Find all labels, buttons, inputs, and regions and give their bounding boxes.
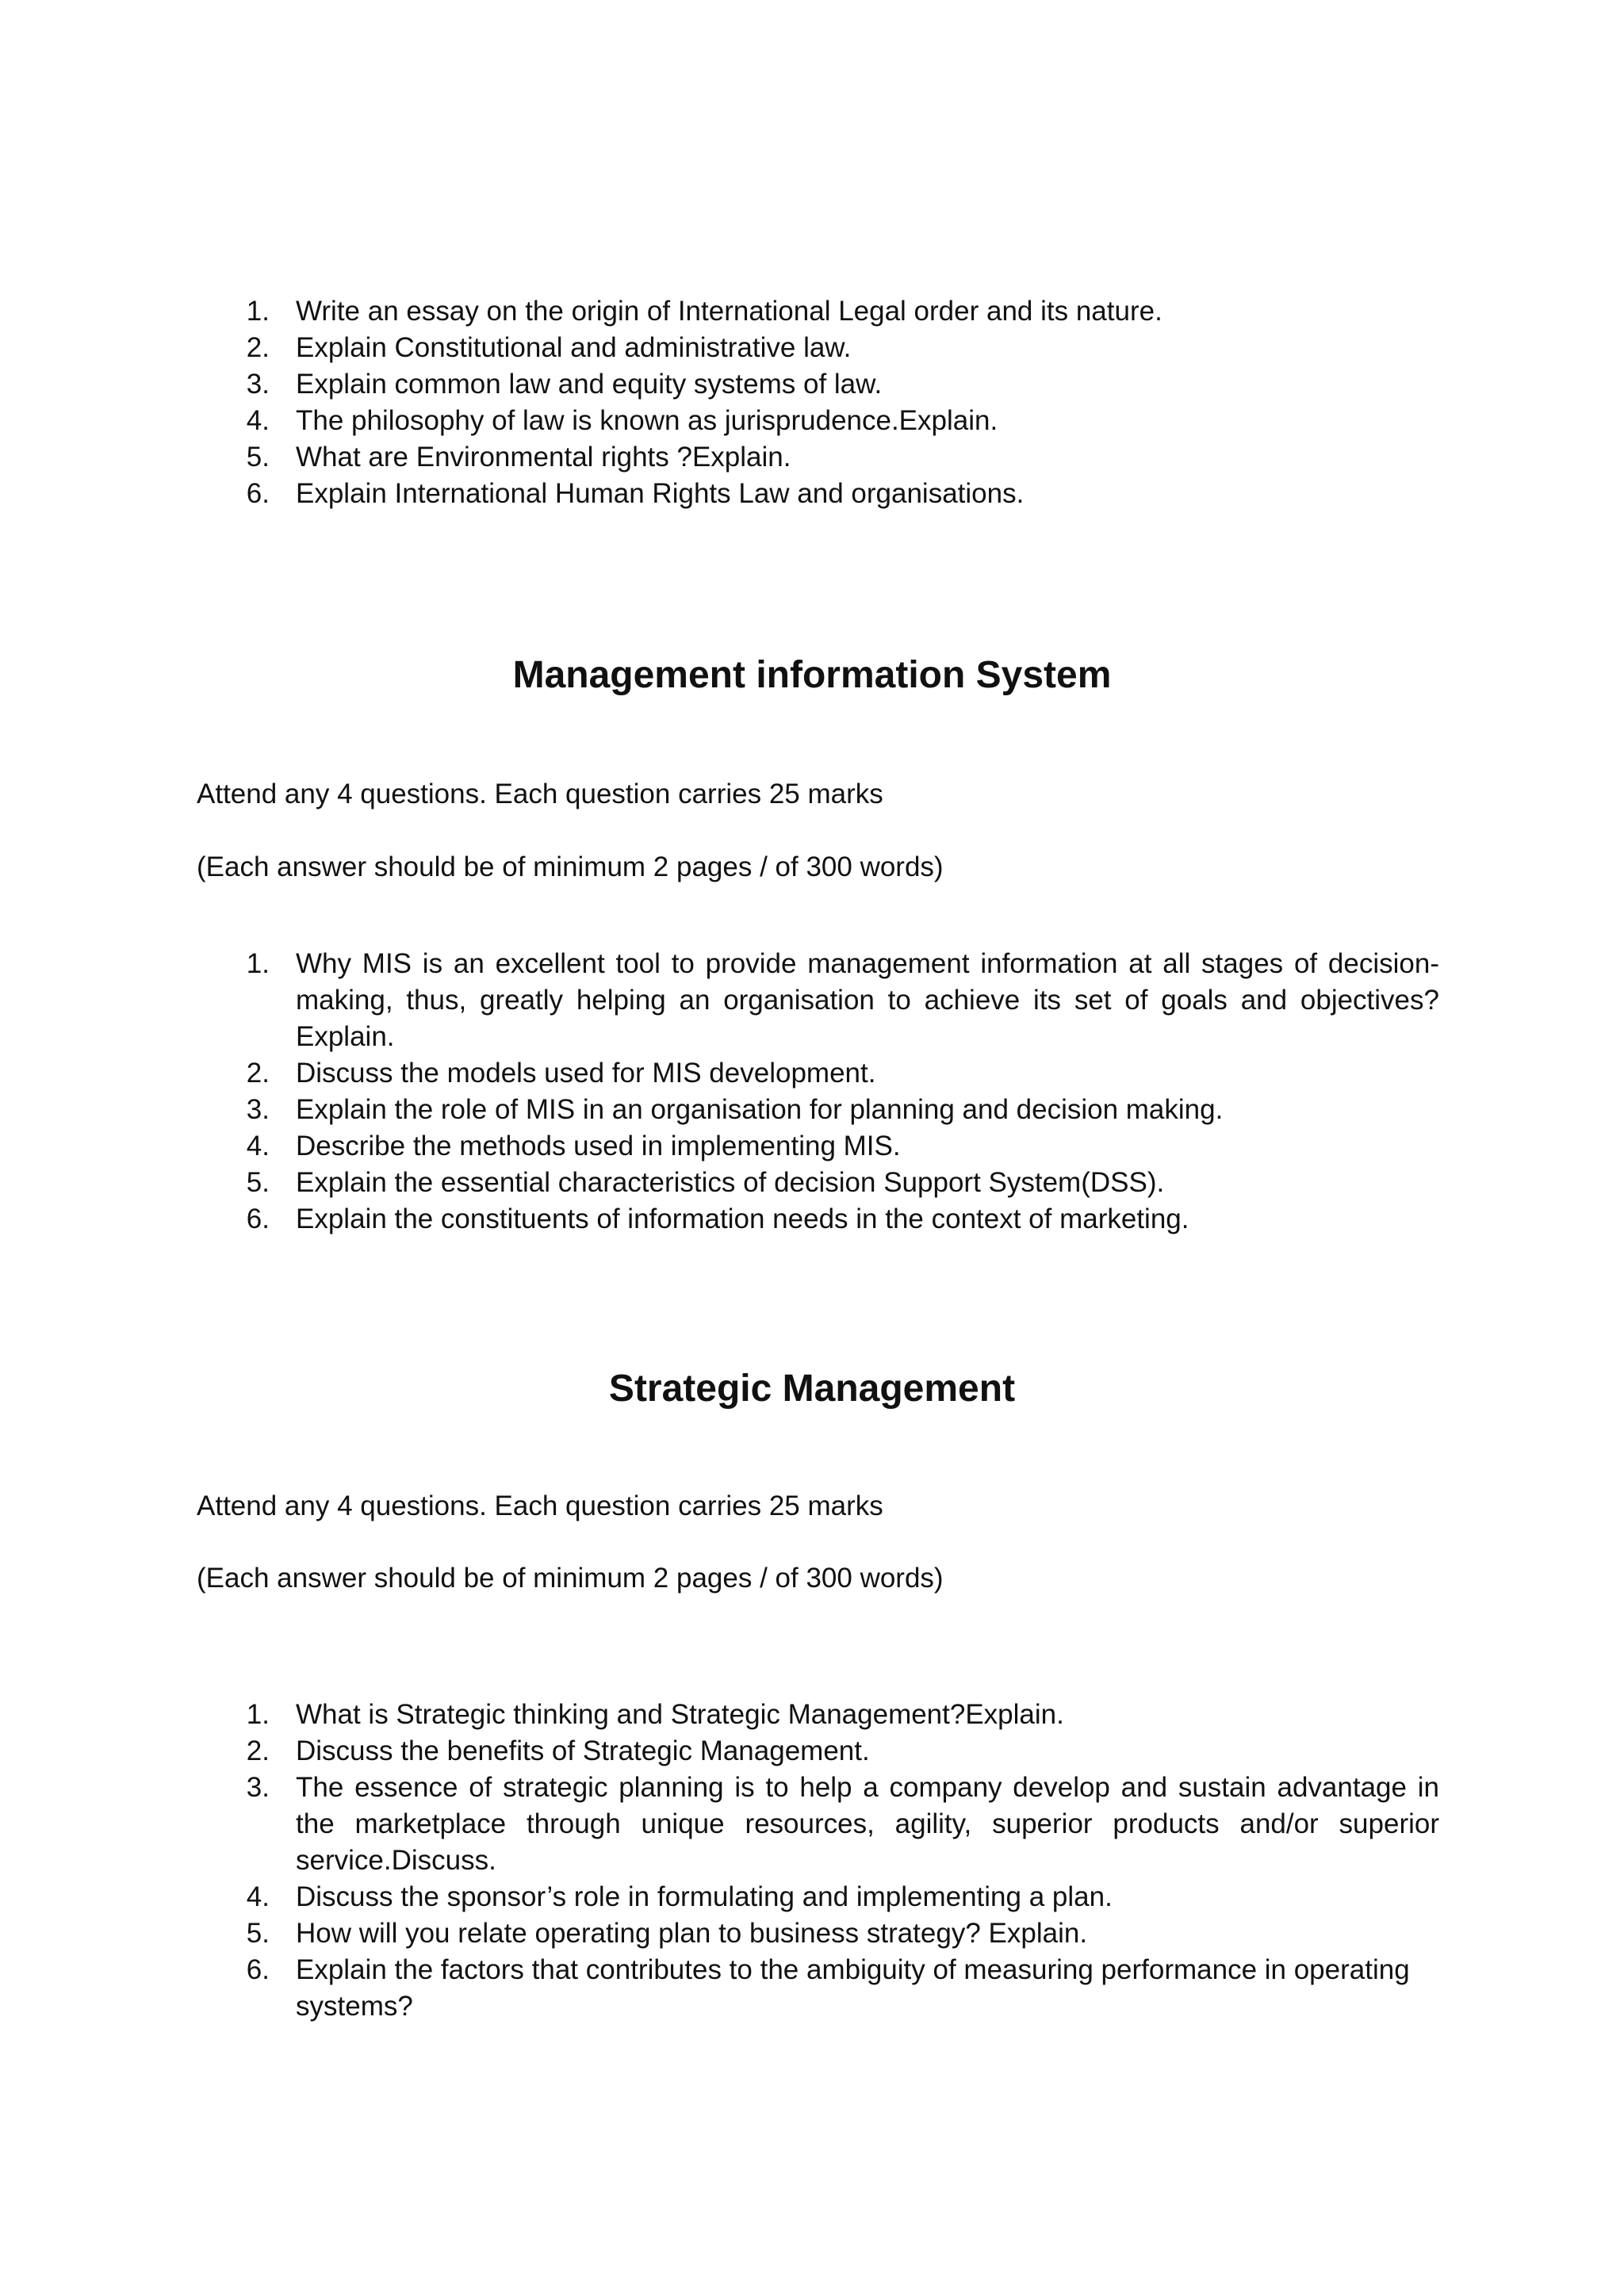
- question-number: 5.: [246, 1167, 270, 1198]
- question-text: Discuss the sponsor’s role in formulating and implementing a plan.: [296, 1881, 1113, 1912]
- question-text: The philosophy of law is known as jurisprudence.Explain.: [296, 405, 998, 436]
- question-number: 3.: [246, 1772, 270, 1803]
- question-text: Why MIS is an excellent tool to provide management information at all stages of decision-making, thus, greatly helping an organisation to achieve its set of goals and objectives? Explain.: [296, 948, 1439, 1052]
- question-number: 6.: [246, 1203, 270, 1234]
- section-title-strategic-management: Strategic Management: [608, 1368, 1016, 1410]
- question-text: Describe the methods used in implementing MIS.: [296, 1131, 901, 1161]
- question-text: Explain International Human Rights Law and organisations.: [296, 478, 1025, 509]
- question-text: The essence of strategic planning is to help a company develop and sustain advantage in the marketplace through unique resources, agility, superior products and/or superior service.Discuss.: [296, 1772, 1439, 1876]
- question-text: Explain the essential characteristics of decision Support System(DSS).: [296, 1167, 1165, 1198]
- question-text: What are Environmental rights ?Explain.: [296, 442, 791, 473]
- question-number: 3.: [246, 369, 270, 400]
- question-text: How will you relate operating plan to business strategy? Explain.: [296, 1918, 1088, 1949]
- question-text: Explain common law and equity systems of law.: [296, 369, 883, 400]
- question-number: 6.: [246, 1954, 270, 1985]
- question-text: Explain the constituents of information needs in the context of marketing.: [296, 1203, 1189, 1234]
- question-number: 2.: [246, 1735, 270, 1766]
- answer-length-note: (Each answer should be of minimum 2 pages / of 300 words): [197, 1563, 944, 1594]
- exam-instruction: Attend any 4 questions. Each question carries 25 marks: [197, 779, 883, 809]
- question-number: 6.: [246, 478, 270, 509]
- question-number: 5.: [246, 442, 270, 473]
- question-number: 1.: [246, 1699, 270, 1730]
- question-number: 2.: [246, 332, 270, 363]
- question-text: Write an essay on the origin of International Legal order and its nature.: [296, 296, 1162, 327]
- question-text: Discuss the models used for MIS development.: [296, 1058, 876, 1089]
- question-text: Explain the role of MIS in an organisation for planning and decision making.: [296, 1094, 1224, 1125]
- answer-length-note: (Each answer should be of minimum 2 pages / of 300 words): [197, 851, 944, 882]
- question-number: 1.: [246, 296, 270, 327]
- question-number: 4.: [246, 405, 270, 436]
- question-text: Discuss the benefits of Strategic Management.: [296, 1735, 870, 1766]
- question-number: 1.: [246, 948, 270, 979]
- question-text: Explain Constitutional and administrative law.: [296, 332, 852, 363]
- question-number: 3.: [246, 1094, 270, 1125]
- question-number: 5.: [246, 1918, 270, 1949]
- section-title-mis: Management information System: [512, 654, 1112, 696]
- question-text: What is Strategic thinking and Strategic Management?Explain.: [296, 1699, 1064, 1730]
- question-number: 4.: [246, 1881, 270, 1912]
- question-number: 2.: [246, 1058, 270, 1089]
- question-text: Explain the factors that contributes to the ambiguity of measuring performance in operating systems?: [296, 1954, 1410, 2022]
- question-number: 4.: [246, 1131, 270, 1161]
- exam-instruction: Attend any 4 questions. Each question carries 25 marks: [197, 1490, 883, 1521]
